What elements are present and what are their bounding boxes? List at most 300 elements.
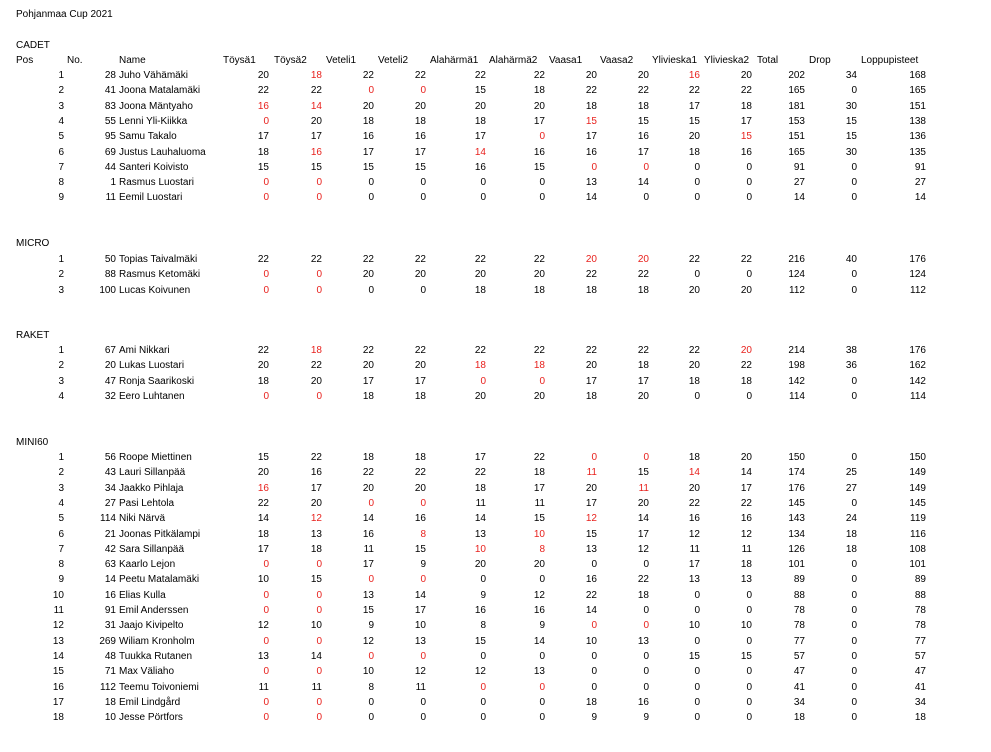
score-cell: 18 xyxy=(688,376,700,387)
score-cell: 0 xyxy=(263,697,269,708)
score-cell: 13 xyxy=(533,666,545,677)
row-number: 55 xyxy=(104,116,116,127)
row-final: 176 xyxy=(909,254,926,265)
score-cell: 0 xyxy=(694,192,700,203)
score-cell: 0 xyxy=(263,590,269,601)
score-cell: 20 xyxy=(585,70,597,81)
score-cell: 11 xyxy=(415,682,426,693)
score-cell: 14 xyxy=(585,605,597,616)
row-name: Topias Taivalmäki xyxy=(119,254,198,265)
score-cell: 16 xyxy=(257,483,269,494)
score-cell: 0 xyxy=(694,682,700,693)
header-cell: Name xyxy=(119,55,146,66)
row-total: 27 xyxy=(793,177,805,188)
score-cell: 0 xyxy=(316,697,322,708)
row-final: 27 xyxy=(914,177,926,188)
score-cell: 0 xyxy=(480,177,486,188)
score-cell: 14 xyxy=(474,147,486,158)
score-cell: 13 xyxy=(585,177,597,188)
score-cell: 16 xyxy=(474,605,486,616)
score-cell: 22 xyxy=(362,70,374,81)
score-cell: 0 xyxy=(480,376,486,387)
score-cell: 22 xyxy=(474,467,486,478)
header-cell: Ylivieska2 xyxy=(704,55,750,66)
score-cell: 0 xyxy=(368,498,374,509)
row-drop: 24 xyxy=(845,513,857,524)
score-cell: 20 xyxy=(414,269,426,280)
row-drop: 0 xyxy=(851,285,857,296)
score-cell: 0 xyxy=(643,192,649,203)
row-number: 83 xyxy=(104,101,116,112)
score-cell: 12 xyxy=(688,529,700,540)
row-pos: 1 xyxy=(58,452,64,463)
row-drop: 0 xyxy=(851,559,857,570)
row-drop: 18 xyxy=(845,529,857,540)
score-cell: 10 xyxy=(362,666,374,677)
score-cell: 12 xyxy=(257,620,269,631)
score-cell: 20 xyxy=(585,483,597,494)
score-cell: 13 xyxy=(362,590,374,601)
row-drop: 30 xyxy=(845,101,857,112)
score-cell: 14 xyxy=(637,177,649,188)
header-cell: Total xyxy=(757,55,779,66)
row-name: Emil Anderssen xyxy=(119,605,189,616)
row-total: 89 xyxy=(793,574,805,585)
score-cell: 20 xyxy=(474,269,486,280)
row-drop: 30 xyxy=(845,147,857,158)
row-pos: 8 xyxy=(58,177,64,188)
score-cell: 18 xyxy=(414,116,426,127)
score-cell: 20 xyxy=(257,70,269,81)
score-cell: 0 xyxy=(480,651,486,662)
row-drop: 34 xyxy=(845,70,857,81)
score-cell: 0 xyxy=(539,651,545,662)
section-label: MICRO xyxy=(16,238,50,249)
score-cell: 11 xyxy=(586,467,597,478)
row-pos: 2 xyxy=(58,467,64,478)
score-cell: 15 xyxy=(688,651,700,662)
score-cell: 18 xyxy=(637,590,649,601)
score-cell: 16 xyxy=(414,131,426,142)
row-drop: 40 xyxy=(845,254,857,265)
row-total: 57 xyxy=(793,651,805,662)
row-total: 88 xyxy=(793,590,805,601)
score-cell: 0 xyxy=(591,651,597,662)
score-cell: 17 xyxy=(585,376,597,387)
row-name: Rasmus Ketomäki xyxy=(119,269,201,280)
score-cell: 22 xyxy=(362,254,374,265)
row-total: 150 xyxy=(788,452,805,463)
row-total: 126 xyxy=(788,544,805,555)
score-cell: 22 xyxy=(637,345,649,356)
score-cell: 20 xyxy=(533,101,545,112)
row-name: Lucas Koivunen xyxy=(119,285,191,296)
row-pos: 15 xyxy=(52,666,64,677)
score-cell: 20 xyxy=(257,467,269,478)
row-total: 143 xyxy=(788,513,805,524)
score-cell: 20 xyxy=(362,483,374,494)
score-cell: 15 xyxy=(257,452,269,463)
score-cell: 9 xyxy=(480,590,486,601)
row-total: 101 xyxy=(788,559,805,570)
row-pos: 11 xyxy=(53,605,64,616)
row-number: 67 xyxy=(104,345,116,356)
section-label: MINI60 xyxy=(16,437,49,448)
score-cell: 10 xyxy=(533,529,545,540)
row-number: 50 xyxy=(104,254,116,265)
header-cell: Töysä1 xyxy=(223,55,256,66)
score-cell: 0 xyxy=(368,285,374,296)
row-number: 95 xyxy=(104,131,116,142)
score-cell: 22 xyxy=(310,360,322,371)
score-cell: 9 xyxy=(420,559,426,570)
score-cell: 20 xyxy=(414,101,426,112)
score-cell: 22 xyxy=(257,498,269,509)
score-cell: 14 xyxy=(533,636,545,647)
score-cell: 22 xyxy=(474,70,486,81)
score-cell: 14 xyxy=(310,651,322,662)
row-final: 91 xyxy=(914,162,926,173)
row-number: 14 xyxy=(104,574,116,585)
row-pos: 6 xyxy=(58,147,64,158)
row-name: Peetu Matalamäki xyxy=(119,574,200,585)
score-cell: 0 xyxy=(746,605,752,616)
score-cell: 13 xyxy=(474,529,486,540)
row-final: 151 xyxy=(909,101,926,112)
header-cell: Veteli1 xyxy=(326,55,357,66)
row-drop: 0 xyxy=(851,605,857,616)
score-cell: 15 xyxy=(637,467,649,478)
score-cell: 14 xyxy=(637,513,649,524)
header-cell: Ylivieska1 xyxy=(652,55,698,66)
score-cell: 10 xyxy=(474,544,486,555)
score-cell: 8 xyxy=(539,544,545,555)
row-total: 216 xyxy=(788,254,805,265)
score-cell: 0 xyxy=(539,697,545,708)
row-final: 119 xyxy=(910,513,926,524)
row-total: 142 xyxy=(788,376,805,387)
score-cell: 0 xyxy=(480,712,486,723)
row-number: 11 xyxy=(105,192,116,203)
row-drop: 0 xyxy=(851,590,857,601)
score-cell: 17 xyxy=(362,147,374,158)
score-cell: 20 xyxy=(585,360,597,371)
row-pos: 8 xyxy=(58,559,64,570)
score-cell: 20 xyxy=(362,360,374,371)
score-cell: 0 xyxy=(263,636,269,647)
score-cell: 0 xyxy=(694,269,700,280)
score-cell: 22 xyxy=(414,254,426,265)
row-name: Wiliam Kronholm xyxy=(119,636,195,647)
score-cell: 22 xyxy=(474,254,486,265)
row-number: 10 xyxy=(104,712,116,723)
score-cell: 16 xyxy=(585,147,597,158)
row-name: Jaajo Kivipelto xyxy=(119,620,184,631)
score-cell: 17 xyxy=(474,131,486,142)
score-cell: 0 xyxy=(263,666,269,677)
row-pos: 10 xyxy=(52,590,64,601)
row-number: 21 xyxy=(104,529,116,540)
score-cell: 18 xyxy=(533,467,545,478)
score-cell: 0 xyxy=(591,682,597,693)
score-cell: 22 xyxy=(688,85,700,96)
score-cell: 22 xyxy=(533,254,545,265)
score-cell: 20 xyxy=(414,360,426,371)
score-cell: 0 xyxy=(539,574,545,585)
score-cell: 20 xyxy=(740,452,752,463)
header-cell: No. xyxy=(67,55,83,66)
row-pos: 7 xyxy=(58,544,64,555)
score-cell: 22 xyxy=(310,85,322,96)
score-cell: 20 xyxy=(474,391,486,402)
score-cell: 11 xyxy=(311,682,322,693)
score-cell: 18 xyxy=(533,360,545,371)
row-number: 43 xyxy=(104,467,116,478)
score-cell: 18 xyxy=(585,697,597,708)
score-cell: 14 xyxy=(362,513,374,524)
score-cell: 22 xyxy=(474,345,486,356)
row-drop: 36 xyxy=(845,360,857,371)
score-cell: 22 xyxy=(533,452,545,463)
score-cell: 15 xyxy=(585,116,597,127)
row-name: Jaakko Pihlaja xyxy=(119,483,184,494)
score-cell: 9 xyxy=(643,712,649,723)
row-drop: 0 xyxy=(851,162,857,173)
score-cell: 9 xyxy=(539,620,545,631)
row-pos: 3 xyxy=(58,101,64,112)
row-name: Joonas Pitkälampi xyxy=(119,529,201,540)
row-pos: 16 xyxy=(52,682,64,693)
row-number: 32 xyxy=(104,391,116,402)
score-cell: 0 xyxy=(643,605,649,616)
row-pos: 18 xyxy=(52,712,64,723)
row-final: 124 xyxy=(909,269,926,280)
score-cell: 20 xyxy=(637,391,649,402)
row-final: 77 xyxy=(914,636,926,647)
score-cell: 22 xyxy=(257,254,269,265)
row-pos: 6 xyxy=(58,529,64,540)
row-pos: 4 xyxy=(58,391,64,402)
row-number: 88 xyxy=(104,269,116,280)
score-cell: 0 xyxy=(643,651,649,662)
score-cell: 17 xyxy=(414,147,426,158)
score-cell: 0 xyxy=(643,682,649,693)
row-drop: 0 xyxy=(851,682,857,693)
header-cell: Töysä2 xyxy=(274,55,307,66)
row-final: 149 xyxy=(909,483,926,494)
score-cell: 18 xyxy=(257,376,269,387)
score-cell: 0 xyxy=(591,666,597,677)
score-cell: 11 xyxy=(258,682,269,693)
score-cell: 22 xyxy=(637,574,649,585)
score-cell: 18 xyxy=(533,285,545,296)
row-total: 77 xyxy=(793,636,805,647)
row-name: Jesse Pörtfors xyxy=(119,712,183,723)
row-number: 91 xyxy=(104,605,116,616)
score-cell: 18 xyxy=(637,360,649,371)
row-final: 168 xyxy=(909,70,926,81)
row-total: 174 xyxy=(788,467,805,478)
score-cell: 15 xyxy=(362,605,374,616)
row-final: 41 xyxy=(914,682,926,693)
score-cell: 17 xyxy=(310,483,322,494)
score-cell: 15 xyxy=(310,574,322,585)
score-cell: 12 xyxy=(362,636,374,647)
row-number: 269 xyxy=(99,636,116,647)
row-number: 27 xyxy=(104,498,116,509)
row-drop: 0 xyxy=(851,636,857,647)
section-label: RAKET xyxy=(16,330,50,341)
row-number: 112 xyxy=(100,682,116,693)
row-total: 134 xyxy=(788,529,805,540)
score-cell: 15 xyxy=(474,636,486,647)
score-cell: 13 xyxy=(257,651,269,662)
score-cell: 16 xyxy=(257,101,269,112)
score-cell: 0 xyxy=(591,452,597,463)
score-cell: 22 xyxy=(688,254,700,265)
score-cell: 18 xyxy=(740,101,752,112)
header-cell: Drop xyxy=(809,55,831,66)
row-number: 48 xyxy=(104,651,116,662)
row-pos: 4 xyxy=(58,116,64,127)
score-cell: 10 xyxy=(688,620,700,631)
score-cell: 0 xyxy=(316,666,322,677)
row-drop: 25 xyxy=(845,467,857,478)
score-cell: 15 xyxy=(414,544,426,555)
score-cell: 16 xyxy=(362,131,374,142)
row-total: 91 xyxy=(793,162,805,173)
row-drop: 15 xyxy=(845,131,857,142)
row-total: 145 xyxy=(788,498,805,509)
score-cell: 20 xyxy=(637,498,649,509)
score-cell: 14 xyxy=(414,590,426,601)
row-total: 181 xyxy=(788,101,805,112)
row-name: Eero Luhtanen xyxy=(119,391,185,402)
score-cell: 0 xyxy=(539,177,545,188)
row-pos: 14 xyxy=(52,651,64,662)
row-pos: 3 xyxy=(58,285,64,296)
score-cell: 16 xyxy=(740,147,752,158)
row-pos: 1 xyxy=(58,254,64,265)
row-name: Lenni Yli-Kiikka xyxy=(119,116,188,127)
row-total: 202 xyxy=(788,70,805,81)
score-cell: 20 xyxy=(362,101,374,112)
row-number: 63 xyxy=(104,559,116,570)
score-cell: 0 xyxy=(539,131,545,142)
row-total: 78 xyxy=(793,605,805,616)
score-cell: 0 xyxy=(316,391,322,402)
row-name: Samu Takalo xyxy=(119,131,177,142)
score-cell: 12 xyxy=(637,544,649,555)
score-cell: 17 xyxy=(585,131,597,142)
score-cell: 16 xyxy=(637,131,649,142)
score-cell: 22 xyxy=(414,70,426,81)
score-cell: 0 xyxy=(480,574,486,585)
row-drop: 0 xyxy=(851,376,857,387)
score-cell: 0 xyxy=(420,498,426,509)
score-cell: 0 xyxy=(420,651,426,662)
row-final: 135 xyxy=(909,147,926,158)
score-cell: 18 xyxy=(414,452,426,463)
score-cell: 11 xyxy=(475,498,486,509)
score-cell: 10 xyxy=(585,636,597,647)
score-cell: 18 xyxy=(310,345,322,356)
score-cell: 22 xyxy=(637,85,649,96)
score-cell: 22 xyxy=(740,360,752,371)
score-cell: 0 xyxy=(368,574,374,585)
row-pos: 5 xyxy=(58,131,64,142)
score-cell: 13 xyxy=(637,636,649,647)
score-cell: 20 xyxy=(533,559,545,570)
score-cell: 17 xyxy=(474,452,486,463)
score-cell: 17 xyxy=(362,559,374,570)
row-name: Roope Miettinen xyxy=(119,452,192,463)
row-name: Emil Lindgård xyxy=(119,697,181,708)
row-name: Lauri Sillanpää xyxy=(119,467,186,478)
row-total: 18 xyxy=(793,712,805,723)
score-cell: 17 xyxy=(310,131,322,142)
row-drop: 38 xyxy=(845,345,857,356)
score-cell: 0 xyxy=(316,590,322,601)
score-cell: 13 xyxy=(688,574,700,585)
score-cell: 18 xyxy=(585,101,597,112)
score-cell: 0 xyxy=(694,712,700,723)
score-cell: 0 xyxy=(539,376,545,387)
row-drop: 0 xyxy=(851,498,857,509)
score-cell: 10 xyxy=(257,574,269,585)
row-drop: 0 xyxy=(851,85,857,96)
row-number: 42 xyxy=(104,544,116,555)
score-cell: 18 xyxy=(533,85,545,96)
score-cell: 22 xyxy=(414,345,426,356)
row-final: 57 xyxy=(914,651,926,662)
score-cell: 13 xyxy=(585,544,597,555)
row-name: Max Väliaho xyxy=(119,666,175,677)
row-name: Eemil Luostari xyxy=(119,192,183,203)
row-final: 47 xyxy=(914,666,926,677)
score-cell: 14 xyxy=(310,101,322,112)
score-cell: 17 xyxy=(414,605,426,616)
score-cell: 0 xyxy=(643,666,649,677)
score-cell: 0 xyxy=(263,391,269,402)
score-cell: 12 xyxy=(585,513,597,524)
score-cell: 0 xyxy=(316,192,322,203)
row-total: 165 xyxy=(788,147,805,158)
score-cell: 20 xyxy=(740,345,752,356)
score-cell: 18 xyxy=(310,544,322,555)
score-cell: 20 xyxy=(688,285,700,296)
score-cell: 12 xyxy=(474,666,486,677)
row-number: 114 xyxy=(100,513,116,524)
score-cell: 0 xyxy=(420,85,426,96)
score-cell: 14 xyxy=(740,467,752,478)
score-cell: 0 xyxy=(420,192,426,203)
score-cell: 9 xyxy=(591,712,597,723)
score-cell: 0 xyxy=(368,697,374,708)
score-cell: 20 xyxy=(474,559,486,570)
score-cell: 0 xyxy=(420,574,426,585)
score-cell: 18 xyxy=(362,452,374,463)
header-cell: Alahärmä1 xyxy=(430,55,479,66)
score-cell: 15 xyxy=(533,162,545,173)
score-cell: 10 xyxy=(310,620,322,631)
score-cell: 0 xyxy=(263,269,269,280)
score-cell: 18 xyxy=(585,285,597,296)
score-cell: 12 xyxy=(740,529,752,540)
score-cell: 18 xyxy=(688,147,700,158)
score-cell: 16 xyxy=(533,147,545,158)
row-number: 41 xyxy=(104,85,116,96)
